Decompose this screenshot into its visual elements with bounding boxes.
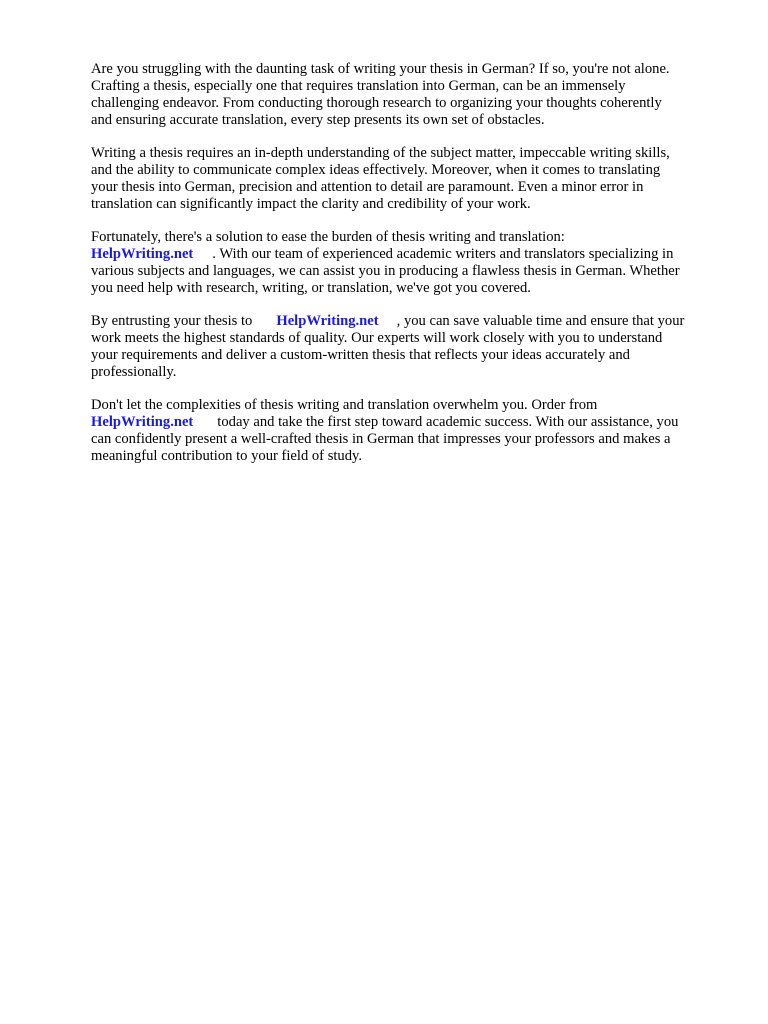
document-body — [91, 61, 731, 480]
paragraph-solution — [91, 229, 731, 297]
paragraph-entrusting — [91, 313, 731, 381]
text-line: and the ability to communicate complex ideas effectively. Moreover, when it comes to translating — [91, 161, 661, 178]
helpwriting-link[interactable]: HelpWriting.net — [276, 312, 379, 329]
text-line: can confidently present a well-crafted thesis in German that impresses your professors and makes a — [91, 430, 671, 447]
text-fragment: , you can save valuable time and ensure that your — [396, 312, 685, 329]
text-line: Don't let the complexities of thesis writing and translation overwhelm you. Order from — [91, 396, 598, 413]
text-line: your requirements and deliver a custom-written thesis that reflects your ideas accurately and — [91, 346, 630, 363]
text-line: various subjects and languages, we can assist you in producing a flawless thesis in German. Whether — [91, 262, 680, 279]
text-line: translation can significantly impact the clarity and credibility of your work. — [91, 196, 531, 213]
paragraph-call-to-action — [91, 397, 731, 465]
text-fragment: By entrusting your thesis to — [91, 312, 253, 329]
text-line: your thesis into German, precision and attention to detail are paramount. Even a minor error in — [91, 179, 644, 196]
paragraph-intro — [91, 61, 731, 129]
text-line-with-link — [91, 313, 731, 330]
text-line: challenging endeavor. From conducting thorough research to organizing your thoughts coherently — [91, 95, 662, 112]
text-fragment: today and take the first step toward academic success. With our assistance, you — [217, 413, 679, 430]
text-line: meaningful contribution to your field of study. — [91, 447, 363, 464]
text-line: Fortunately, there's a solution to ease the burden of thesis writing and translation: — [91, 228, 565, 245]
text-line: work meets the highest standards of quality. Our experts will work closely with you to understand — [91, 329, 663, 346]
text-line: you need help with research, writing, or translation, we've got you covered. — [91, 280, 531, 297]
text-line-with-link — [91, 414, 731, 431]
helpwriting-link[interactable]: HelpWriting.net — [91, 245, 194, 262]
text-line: Crafting a thesis, especially one that requires translation into German, can be an immensely — [91, 78, 626, 95]
helpwriting-link[interactable]: HelpWriting.net — [91, 413, 194, 430]
text-line: Writing a thesis requires an in-depth understanding of the subject matter, impeccable writing skills, — [91, 144, 670, 161]
text-fragment: . With our team of experienced academic writers and translators specializing in — [212, 245, 674, 262]
text-line: professionally. — [91, 363, 177, 380]
text-line: and ensuring accurate translation, every step presents its own set of obstacles. — [91, 112, 545, 129]
paragraph-requirements — [91, 145, 731, 213]
text-line: Are you struggling with the daunting task of writing your thesis in German? If so, you're not alone. — [91, 61, 670, 77]
text-line-with-link — [91, 246, 731, 263]
